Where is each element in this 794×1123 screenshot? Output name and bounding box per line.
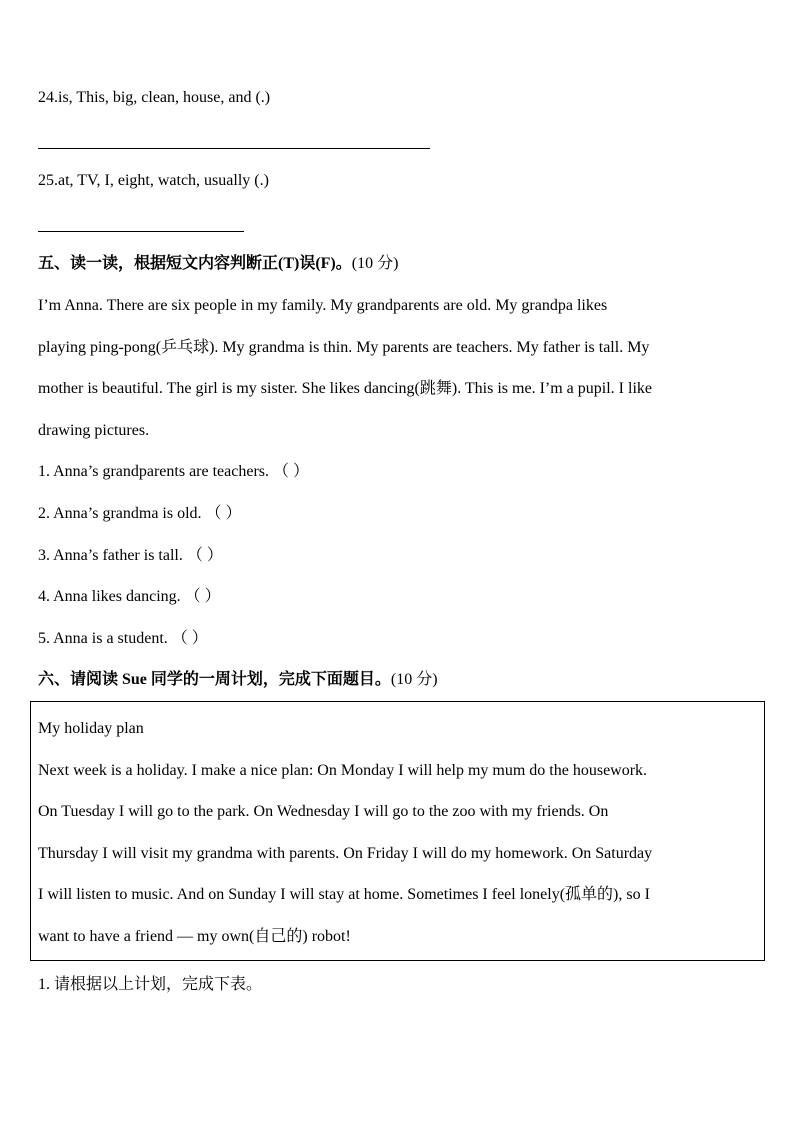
question-25: 25.at, TV, I, eight, watch, usually (.) <box>38 172 269 189</box>
task-instruction: 1. 请根据以上计划，完成下表。 <box>38 976 263 993</box>
plan-line-4: I will listen to music. And on Sunday I will stay at home. Sometimes I feel lonely(孤单的), so I <box>38 886 650 903</box>
tf-question-text: 5. Anna is a student. <box>38 630 168 647</box>
tf-question-text: 3. Anna’s father is tall. <box>38 547 183 564</box>
answer-blank[interactable]: （ ） <box>273 463 310 480</box>
passage-line-2: playing ping-pong(乒乓球). My grandma is thin. My parents are teachers. My father is tall. My <box>38 339 650 356</box>
tf-question-4 <box>38 587 221 607</box>
plan-line-3: Thursday I will visit my grandma with parents. On Friday I will do my homework. On Saturday <box>38 845 653 862</box>
answer-line-25[interactable] <box>38 231 244 232</box>
passage-line-3: mother is beautiful. The girl is my sister. She likes dancing(跳舞). This is me. I’m a pupil. I like <box>38 380 652 397</box>
section-5-title: 五、读一读，根据短文内容判断正(T)误(F)。 <box>38 255 352 272</box>
tf-question-text: 1. Anna’s grandparents are teachers. <box>38 463 270 480</box>
answer-blank[interactable]: （ ） <box>186 547 223 564</box>
answer-blank[interactable]: （ ） <box>171 630 208 647</box>
section-6-title: 六、请阅读 Sue 同学的一周计划，完成下面题目。 <box>38 671 391 688</box>
answer-blank[interactable]: （ ） <box>205 505 242 522</box>
answer-line-24[interactable] <box>38 148 430 149</box>
plan-line-1: Next week is a holiday. I make a nice plan: On Monday I will help my mum do the housework. <box>38 762 648 779</box>
section-5-heading <box>38 254 398 274</box>
tf-question-text: 4. Anna likes dancing. <box>38 588 181 605</box>
tf-question-text: 2. Anna’s grandma is old. <box>38 505 202 522</box>
section-6-heading <box>38 670 438 690</box>
holiday-plan-box <box>30 701 765 961</box>
tf-question-5 <box>38 629 208 649</box>
question-24: 24.is, This, big, clean, house, and (.) <box>38 89 271 106</box>
tf-question-1 <box>38 462 309 482</box>
passage-line-4: drawing pictures. <box>38 422 150 439</box>
section-5-score: (10 分) <box>351 255 399 272</box>
section-6-score: (10 分) <box>390 671 438 688</box>
tf-question-3 <box>38 546 223 566</box>
tf-question-2 <box>38 504 242 524</box>
plan-line-2: On Tuesday I will go to the park. On Wednesday I will go to the zoo with my friends. On <box>38 803 609 820</box>
answer-blank[interactable]: （ ） <box>184 588 221 605</box>
plan-line-5: want to have a friend — my own(自己的) robot! <box>38 928 351 945</box>
plan-title: My holiday plan <box>38 720 144 737</box>
passage-line-1: I’m Anna. There are six people in my family. My grandparents are old. My grandpa likes <box>38 297 608 314</box>
